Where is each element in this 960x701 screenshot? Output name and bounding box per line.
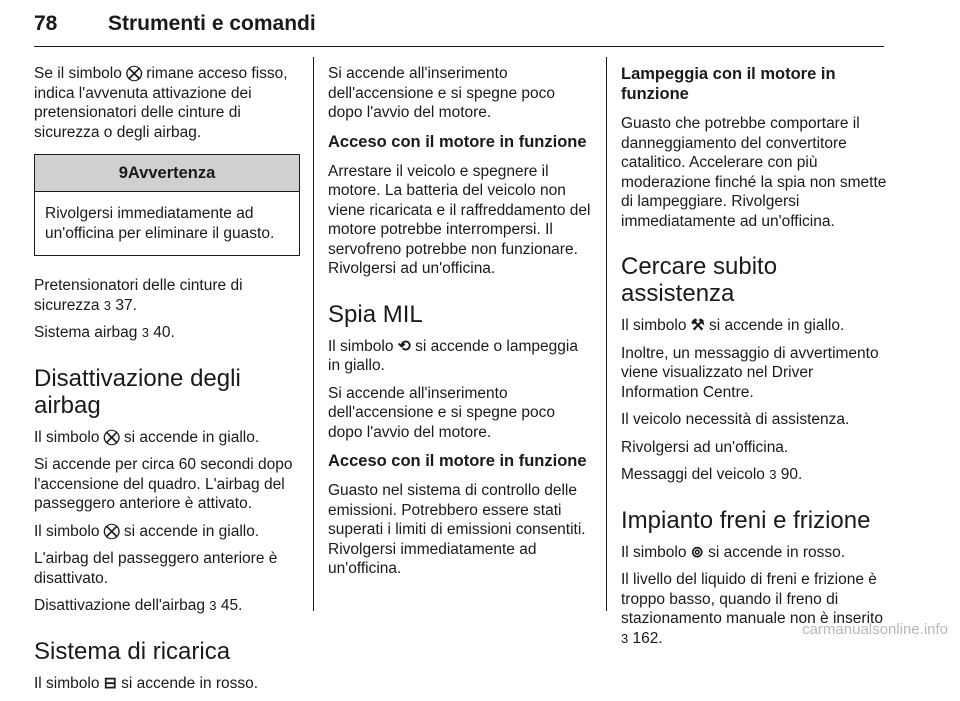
paragraph: Il simbolo ⛒ si accende in giallo. (34, 522, 260, 540)
cross-reference: Disattivazione dell'airbag 3 45. (34, 597, 243, 614)
paragraph: Guasto nel sistema di controllo delle emissioni. Potrebbero essere stati superati i limiti di emissioni consentiti. Rivolgersi immediatamente ad un'officina. (328, 482, 586, 577)
section-heading: Cercare subito assistenza (621, 253, 778, 307)
section-heading: Spia MIL (328, 300, 423, 328)
paragraph: Si accende per circa 60 secondi dopo l'accensione del quadro. L'airbag del passeggero anteriore è attivato. (34, 456, 293, 512)
watermark: carmanualsonline.info (802, 621, 948, 638)
brake-icon: ⊚ (690, 543, 704, 561)
cross-reference: Sistema airbag 3 40. (34, 324, 175, 341)
warning-header (35, 155, 299, 192)
section-heading: Disattivazione degli airbag (34, 364, 241, 419)
airbag-on-passenger-icon: ⛒ (103, 522, 120, 540)
page-number: 78 (34, 12, 58, 35)
xref-arrow-icon: 3 (621, 630, 629, 646)
column-divider (313, 57, 314, 611)
paragraph: Il simbolo ⛒ si accende in giallo. (34, 428, 260, 446)
airbag-off-icon: ⛒ (103, 428, 120, 446)
paragraph: Inoltre, un messaggio di avvertimento viene visualizzato nel Driver Information Centre. (621, 344, 879, 401)
paragraph: Il simbolo ⊟ si accende in rosso. (34, 674, 259, 692)
header-rule (34, 46, 884, 47)
column-3 (621, 64, 887, 656)
subheading: Lampeggia con il motore in funzione (621, 65, 836, 103)
column-divider (606, 57, 607, 611)
paragraph: Arrestare il veicolo e spegnere il motore. La batteria del veicolo non viene ricaricata e il raffreddamento del motore potrebbe interrompersi. Il servofreno potrebbe non funzionare. Rivolgersi ad un'officina. (328, 162, 591, 277)
paragraph: Il simbolo ⟲ si accende o lampeggia in giallo. (328, 337, 578, 374)
cross-reference: Messaggi del veicolo 3 90. (621, 466, 803, 483)
section-heading: Impianto freni e frizione (621, 506, 871, 534)
xref-arrow-icon: 3 (769, 467, 777, 482)
engine-mil-icon: ⟲ (397, 337, 411, 355)
paragraph: Il veicolo necessità di assistenza. (621, 411, 850, 428)
paragraph: Il simbolo ⚒ si accende in giallo. (621, 317, 845, 334)
xref-arrow-icon: 3 (103, 297, 112, 313)
subheading: Acceso con il motore in funzione (328, 132, 587, 151)
warning-text: Rivolgersi immediatamente ad un'officina per eliminare il guasto. (45, 205, 275, 242)
xref-arrow-icon: 3 (141, 325, 149, 340)
paragraph: Il livello del liquido di freni e frizione è troppo basso, quando il freno di stazionamento manuale non è inserito 3 162. (621, 571, 883, 647)
cross-reference: Pretensionatori delle cinture di sicurezza 3 37. (34, 277, 243, 314)
subheading: Acceso con il motore in funzione (328, 452, 587, 470)
battery-icon: ⊟ (103, 674, 117, 692)
column-2 (328, 64, 592, 587)
warning-box (34, 154, 300, 256)
paragraph: Il simbolo ⊚ si accende in rosso. (621, 543, 846, 561)
paragraph: Si accende all'inserimento dell'accensione e si spegne poco dopo l'avvio del motore. (328, 384, 556, 441)
paragraph: Si accende all'inserimento dell'accensione e si spegne poco dopo l'avvio del motore. (328, 65, 556, 121)
paragraph: Se il simbolo ⛒ rimane acceso fisso, indica l'avvenuta attivazione dei pretensionatori delle cinture di sicurezza o degli airbag. (34, 65, 288, 141)
seatbelt-airbag-icon: ⛒ (126, 65, 142, 82)
xref-arrow-icon: 3 (209, 598, 217, 613)
column-1 (34, 64, 300, 701)
warning-title: Avvertenza (127, 164, 216, 182)
service-car-icon: ⚒ (690, 317, 705, 334)
page-header (34, 6, 884, 46)
warning-icon: 9 (118, 164, 128, 182)
running-title: Strumenti e comandi (108, 12, 316, 35)
paragraph: Guasto che potrebbe comportare il danneggiamento del convertitore catalitico. Accelerare con più moderazione finché la spia non smette di lampeggiare. Rivolgersi immediatamente ad un'officina. (621, 115, 887, 230)
paragraph: L'airbag del passeggero anteriore è disattivato. (34, 550, 278, 587)
paragraph: Rivolgersi ad un'officina. (621, 438, 789, 456)
section-heading: Sistema di ricarica (34, 637, 231, 665)
